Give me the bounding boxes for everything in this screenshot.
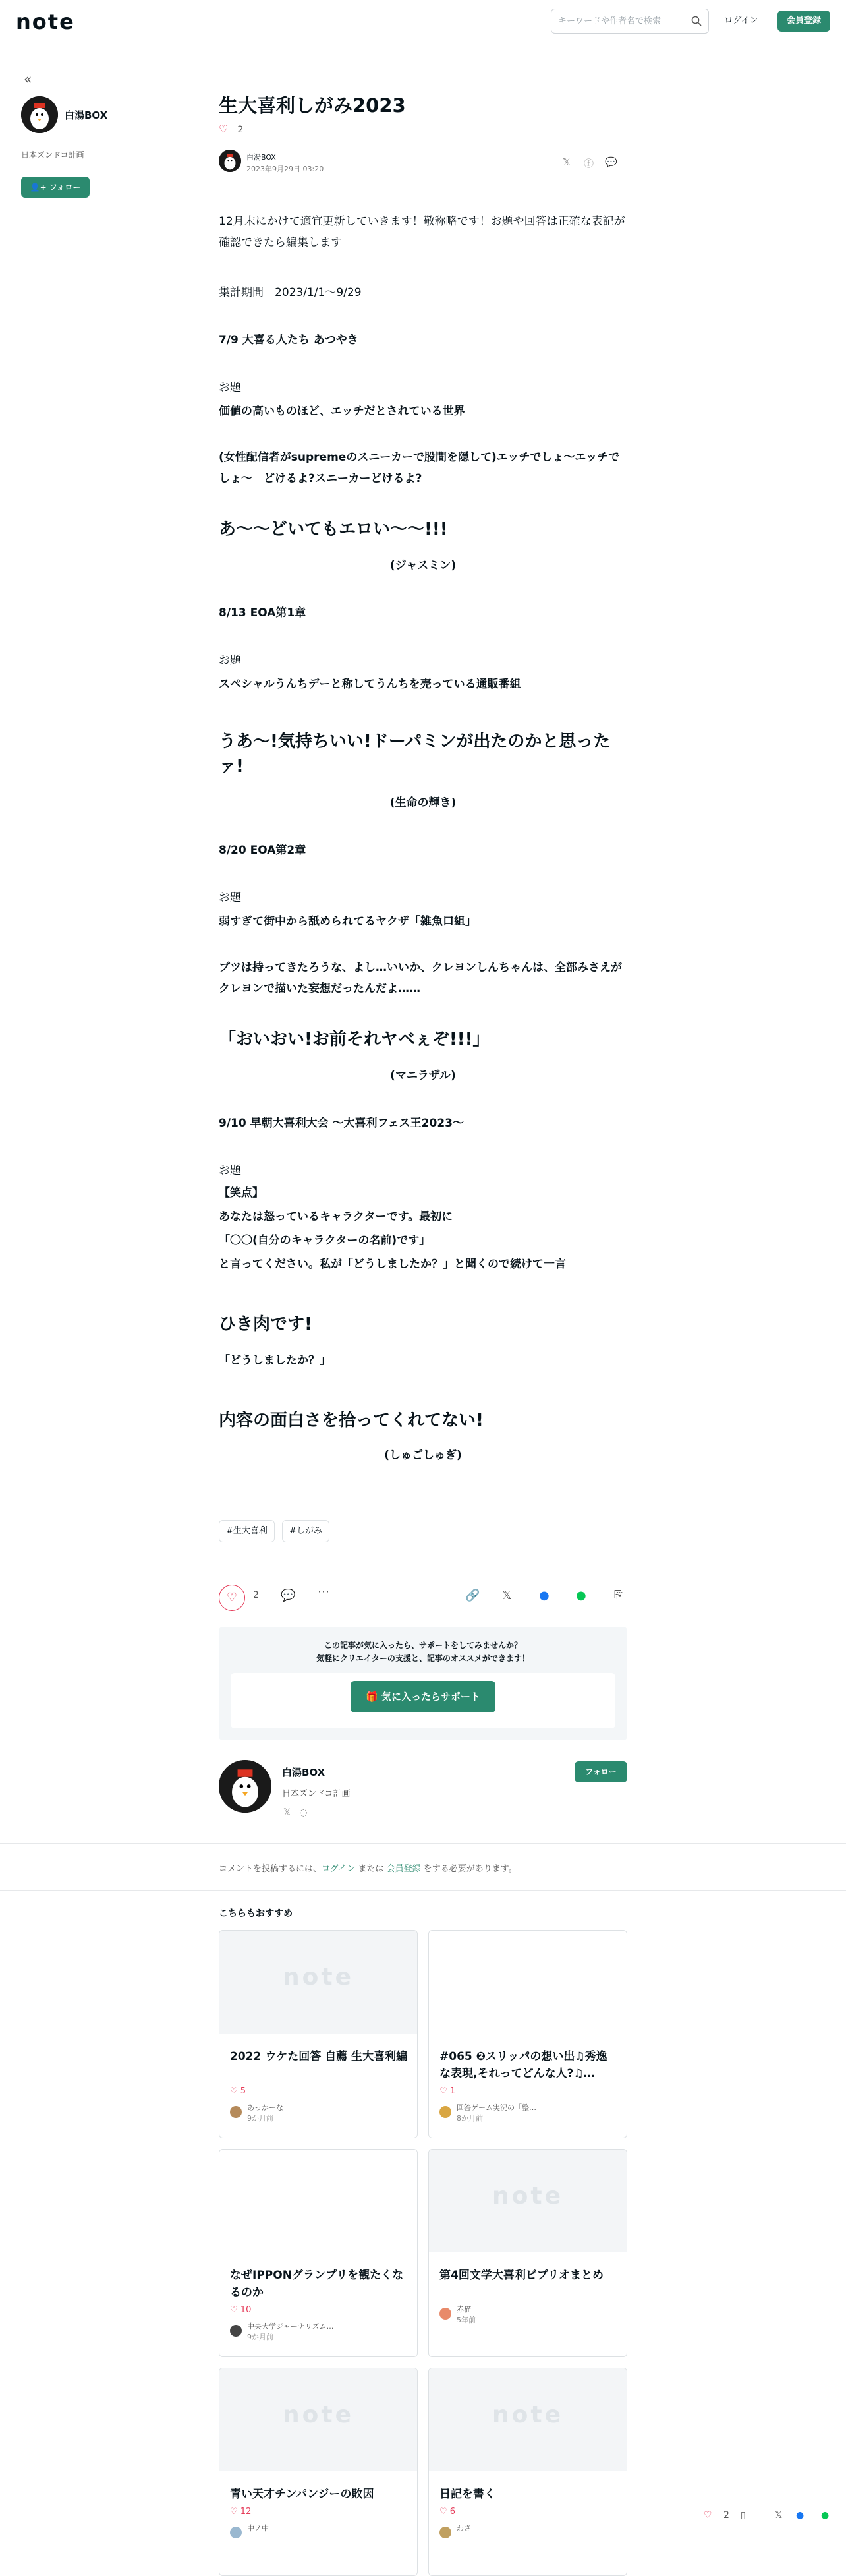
profile-follow-button[interactable]: フォロー: [575, 1761, 627, 1782]
avatar[interactable]: [230, 2325, 242, 2337]
hashtag[interactable]: #しがみ: [282, 1520, 329, 1542]
paragraph: 8/13 EOA第1章: [219, 606, 306, 620]
comment-login-link[interactable]: ログイン: [322, 1864, 356, 1874]
paragraph: 集計期間 2023/1/1〜9/29: [219, 286, 362, 299]
card-like-count: 12: [240, 2507, 252, 2517]
publish-date: 2023年9月29日 03:20: [246, 165, 324, 173]
support-box: [231, 1673, 615, 1728]
card-time: 9か月前: [247, 2114, 273, 2122]
bottom-like-count: 2: [723, 2510, 729, 2521]
support-text: [219, 1639, 627, 1665]
paragraph: 12月末にかけて適宜更新していきます！敬称略です！お題や回答は正確な表記が確認できたら編集します: [219, 215, 625, 249]
support-button[interactable]: [351, 1681, 495, 1712]
paragraph: 8/20 EOA第2章: [219, 844, 306, 857]
note-logo: note: [283, 2401, 354, 2428]
more-icon[interactable]: ⋯: [318, 1585, 329, 1598]
like-count: 2: [253, 1590, 259, 1600]
recommend-card[interactable]: [428, 2149, 627, 2357]
paragraph: 【笑点】: [219, 1186, 264, 1200]
card-time: 5年前: [457, 2316, 476, 2324]
paragraph: 弱すぎて街中から舐められてるヤクザ「雑魚口組」: [219, 915, 476, 928]
facebook-share-icon[interactable]: ●: [796, 2510, 804, 2521]
note-logo: note: [492, 2401, 563, 2428]
card-time: 9か月前: [247, 2333, 273, 2341]
follow-label: フォロー: [49, 183, 81, 192]
card-likes: [230, 2086, 246, 2096]
sidebar-author-desc: 日本ズンドコ計画: [21, 150, 84, 160]
search-box[interactable]: [551, 9, 709, 34]
back-chevron-icon[interactable]: «: [24, 71, 32, 87]
card-time: 8か月前: [457, 2114, 483, 2122]
card-likes: [439, 2086, 455, 2096]
avatar[interactable]: [230, 2527, 242, 2538]
paragraph: (ジャスミン): [389, 559, 457, 572]
card-thumbnail: [429, 2150, 627, 2252]
paragraph: 「どうしましたか？」: [219, 1354, 331, 1367]
card-title[interactable]: 青い天才チンパンジーの敗因: [230, 2488, 374, 2501]
profile-links: [283, 1807, 308, 1818]
card-like-count: 6: [449, 2507, 456, 2517]
paragraph: と言ってください。私が「どうしましたか？」と聞くので続けて一言: [219, 1258, 566, 1271]
avatar[interactable]: [439, 2308, 451, 2320]
paragraph: 「おいおい!お前それヤベぇぞ!!!」: [219, 1030, 490, 1049]
card-thumbnail: [429, 2368, 627, 2471]
heart-icon[interactable]: ♡: [704, 2510, 712, 2521]
note-logo[interactable]: note: [16, 9, 75, 34]
comment-text: をする必要があります。: [420, 1864, 517, 1874]
paragraph: 「〇〇(自分のキャラクターの名前)です」: [219, 1234, 431, 1247]
search-input[interactable]: [558, 13, 683, 29]
sidebar-follow-button[interactable]: [21, 177, 90, 198]
line-share-icon[interactable]: 💬: [605, 156, 617, 168]
comment-text: コメントを投稿するには、: [219, 1864, 322, 1874]
like-button[interactable]: [219, 1585, 245, 1611]
card-user[interactable]: わさ: [457, 2524, 471, 2532]
paragraph: お題: [219, 654, 241, 667]
sidebar-author-name[interactable]: 白湯BOX: [65, 109, 108, 121]
profile-desc: 日本ズンドコ計画: [282, 1789, 351, 1799]
x-share-icon[interactable]: 𝕏: [775, 2510, 783, 2521]
paragraph: (しゅごしゅぎ): [384, 1449, 462, 1462]
heart-icon: ♡: [230, 2507, 240, 2517]
note-logo: note: [283, 1964, 354, 1991]
paragraph: (生命の輝き): [389, 796, 457, 809]
card-thumbnail: [429, 1931, 627, 2034]
paragraph: お題: [219, 381, 241, 394]
paragraph: ブツは持ってきたろうな、よし…いいか、クレヨンしんちゃんは、全部みさえがクレヨンで描いた妄想だったんだよ……: [219, 961, 622, 995]
card-user[interactable]: 回答ゲーム実況の「整…: [457, 2103, 536, 2112]
avatar[interactable]: [21, 96, 58, 133]
comment-text: または: [355, 1864, 387, 1874]
note-logo: note: [492, 2182, 563, 2210]
paragraph: スペシャルうんちデーと称してうんちを売っている通販番組: [219, 678, 521, 691]
card-title[interactable]: 日記を書く: [439, 2488, 495, 2501]
facebook-share-icon[interactable]: ●: [539, 1589, 550, 1602]
avatar[interactable]: [439, 2106, 451, 2118]
card-user[interactable]: 中央大学ジャーナリズム…: [247, 2322, 334, 2331]
comment-icon[interactable]: 💬: [281, 1589, 296, 1602]
rss-icon[interactable]: ◌: [299, 1807, 308, 1818]
heart-icon: ♡: [230, 2086, 240, 2096]
card-likes: [230, 2507, 251, 2517]
card-title[interactable]: 2022 ウケた回答 自薦 生大喜利編: [230, 2050, 408, 2063]
login-button[interactable]: ログイン: [724, 16, 758, 26]
author-avatar[interactable]: [219, 150, 241, 172]
register-button[interactable]: 会員登録: [777, 11, 830, 32]
paragraph: (マニラザル): [390, 1069, 456, 1082]
add-user-icon: 👤+: [30, 183, 47, 192]
support-panel: [219, 1627, 627, 1740]
avatar[interactable]: [439, 2527, 451, 2538]
paragraph: 9/10 早朝大喜利大会 〜大喜利フェス王2023〜: [219, 1117, 464, 1130]
line-share-icon[interactable]: ●: [576, 1589, 586, 1602]
paragraph: ひき肉です!: [219, 1314, 312, 1334]
line-share-icon[interactable]: ●: [821, 2510, 830, 2521]
gift-icon: 🎁: [366, 1691, 381, 1703]
recommend-heading: こちらもおすすめ: [219, 1908, 293, 1919]
paragraph: 内容の面白さを拾ってくれてない!: [219, 1411, 484, 1430]
card-likes: [439, 2507, 455, 2517]
card-thumbnail: [219, 1931, 417, 2034]
paragraph: あ〜〜どいてもエロい〜〜!!!: [219, 519, 448, 539]
paragraph: お題: [219, 1164, 241, 1177]
divider: [0, 1843, 846, 1844]
facebook-share-icon[interactable]: ⓕ: [584, 158, 594, 169]
paragraph: うあ〜!気持ちいい!ドーパミンが出たのかと思ったァ!: [219, 732, 611, 776]
like-count: 2: [237, 125, 244, 135]
recommend-card[interactable]: [428, 1930, 627, 2138]
recommend-card[interactable]: [219, 1930, 418, 2138]
search-icon[interactable]: [691, 16, 702, 26]
site-header: [0, 0, 846, 42]
heart-icon: ♡: [230, 2305, 240, 2315]
card-like-count: 10: [240, 2305, 252, 2315]
card-thumbnail: [219, 2368, 417, 2471]
card-thumbnail: [219, 2150, 417, 2252]
card-title[interactable]: 第4回文学大喜利ビブリオまとめ: [439, 2269, 604, 2282]
paragraph: あなたは怒っているキャラクターです。最初に: [219, 1210, 453, 1223]
heart-icon: ♡: [219, 123, 229, 135]
author-name[interactable]: 白湯BOX: [246, 153, 276, 161]
x-icon[interactable]: 𝕏: [283, 1807, 291, 1818]
paragraph: 価値の高いものほど、エッチだとされている世界: [219, 405, 465, 418]
heart-icon: ♡: [439, 2507, 450, 2517]
heart-icon: ♡: [226, 1591, 238, 1604]
magazine-icon[interactable]: ▯: [741, 2510, 746, 2521]
recommend-card[interactable]: [219, 2149, 418, 2357]
card-title[interactable]: #065 ❷スリッパの想い出♫秀逸な表現,それってどんな人?♫…: [439, 2050, 607, 2080]
comment-register-link[interactable]: 会員登録: [386, 1864, 421, 1874]
card-likes: [230, 2305, 251, 2315]
x-share-icon[interactable]: 𝕏: [563, 156, 571, 168]
support-button-label: 気に入ったらサポート: [381, 1691, 480, 1703]
page-title: 生大喜利しがみ2023: [219, 94, 406, 117]
card-user[interactable]: 中ノ中: [247, 2524, 269, 2532]
card-like-count: 5: [240, 2086, 246, 2096]
recommend-card[interactable]: [219, 2368, 418, 2576]
paragraph: 7/9 大喜る人たち あつやき: [219, 334, 358, 347]
support-line-1: この記事が気に入ったら、サポートをしてみませんか？: [324, 1641, 522, 1650]
paragraph: お題: [219, 891, 241, 904]
support-line-2: 気軽にクリエイターの支援と、記事のオススメができます！: [316, 1654, 530, 1663]
avatar[interactable]: [230, 2106, 242, 2118]
paragraph: (女性配信者がsupremeのスニーカーで股間を隠して)エッチでしょ〜エッチでしょ〜 どけるよ?スニーカーどけるよ?: [219, 451, 620, 485]
hashtag[interactable]: #生大喜利: [219, 1520, 275, 1542]
recommend-card[interactable]: [428, 2368, 627, 2576]
x-share-icon[interactable]: 𝕏: [502, 1589, 512, 1602]
profile-name[interactable]: 白湯BOX: [282, 1767, 325, 1778]
card-title[interactable]: なぜIPPONグランプリを観たくなるのか: [230, 2269, 404, 2299]
card-user[interactable]: あっかーな: [247, 2103, 283, 2112]
card-user[interactable]: 赤猫: [457, 2305, 471, 2314]
like-count-top[interactable]: [219, 123, 243, 135]
divider: [0, 1890, 846, 1891]
copy-icon[interactable]: ⎘: [614, 1589, 624, 1602]
link-icon[interactable]: 🔗: [465, 1589, 480, 1602]
profile-avatar[interactable]: [219, 1760, 271, 1813]
comment-prompt: [219, 1861, 517, 1874]
heart-icon: ♡: [439, 2086, 450, 2096]
card-like-count: 1: [449, 2086, 456, 2096]
